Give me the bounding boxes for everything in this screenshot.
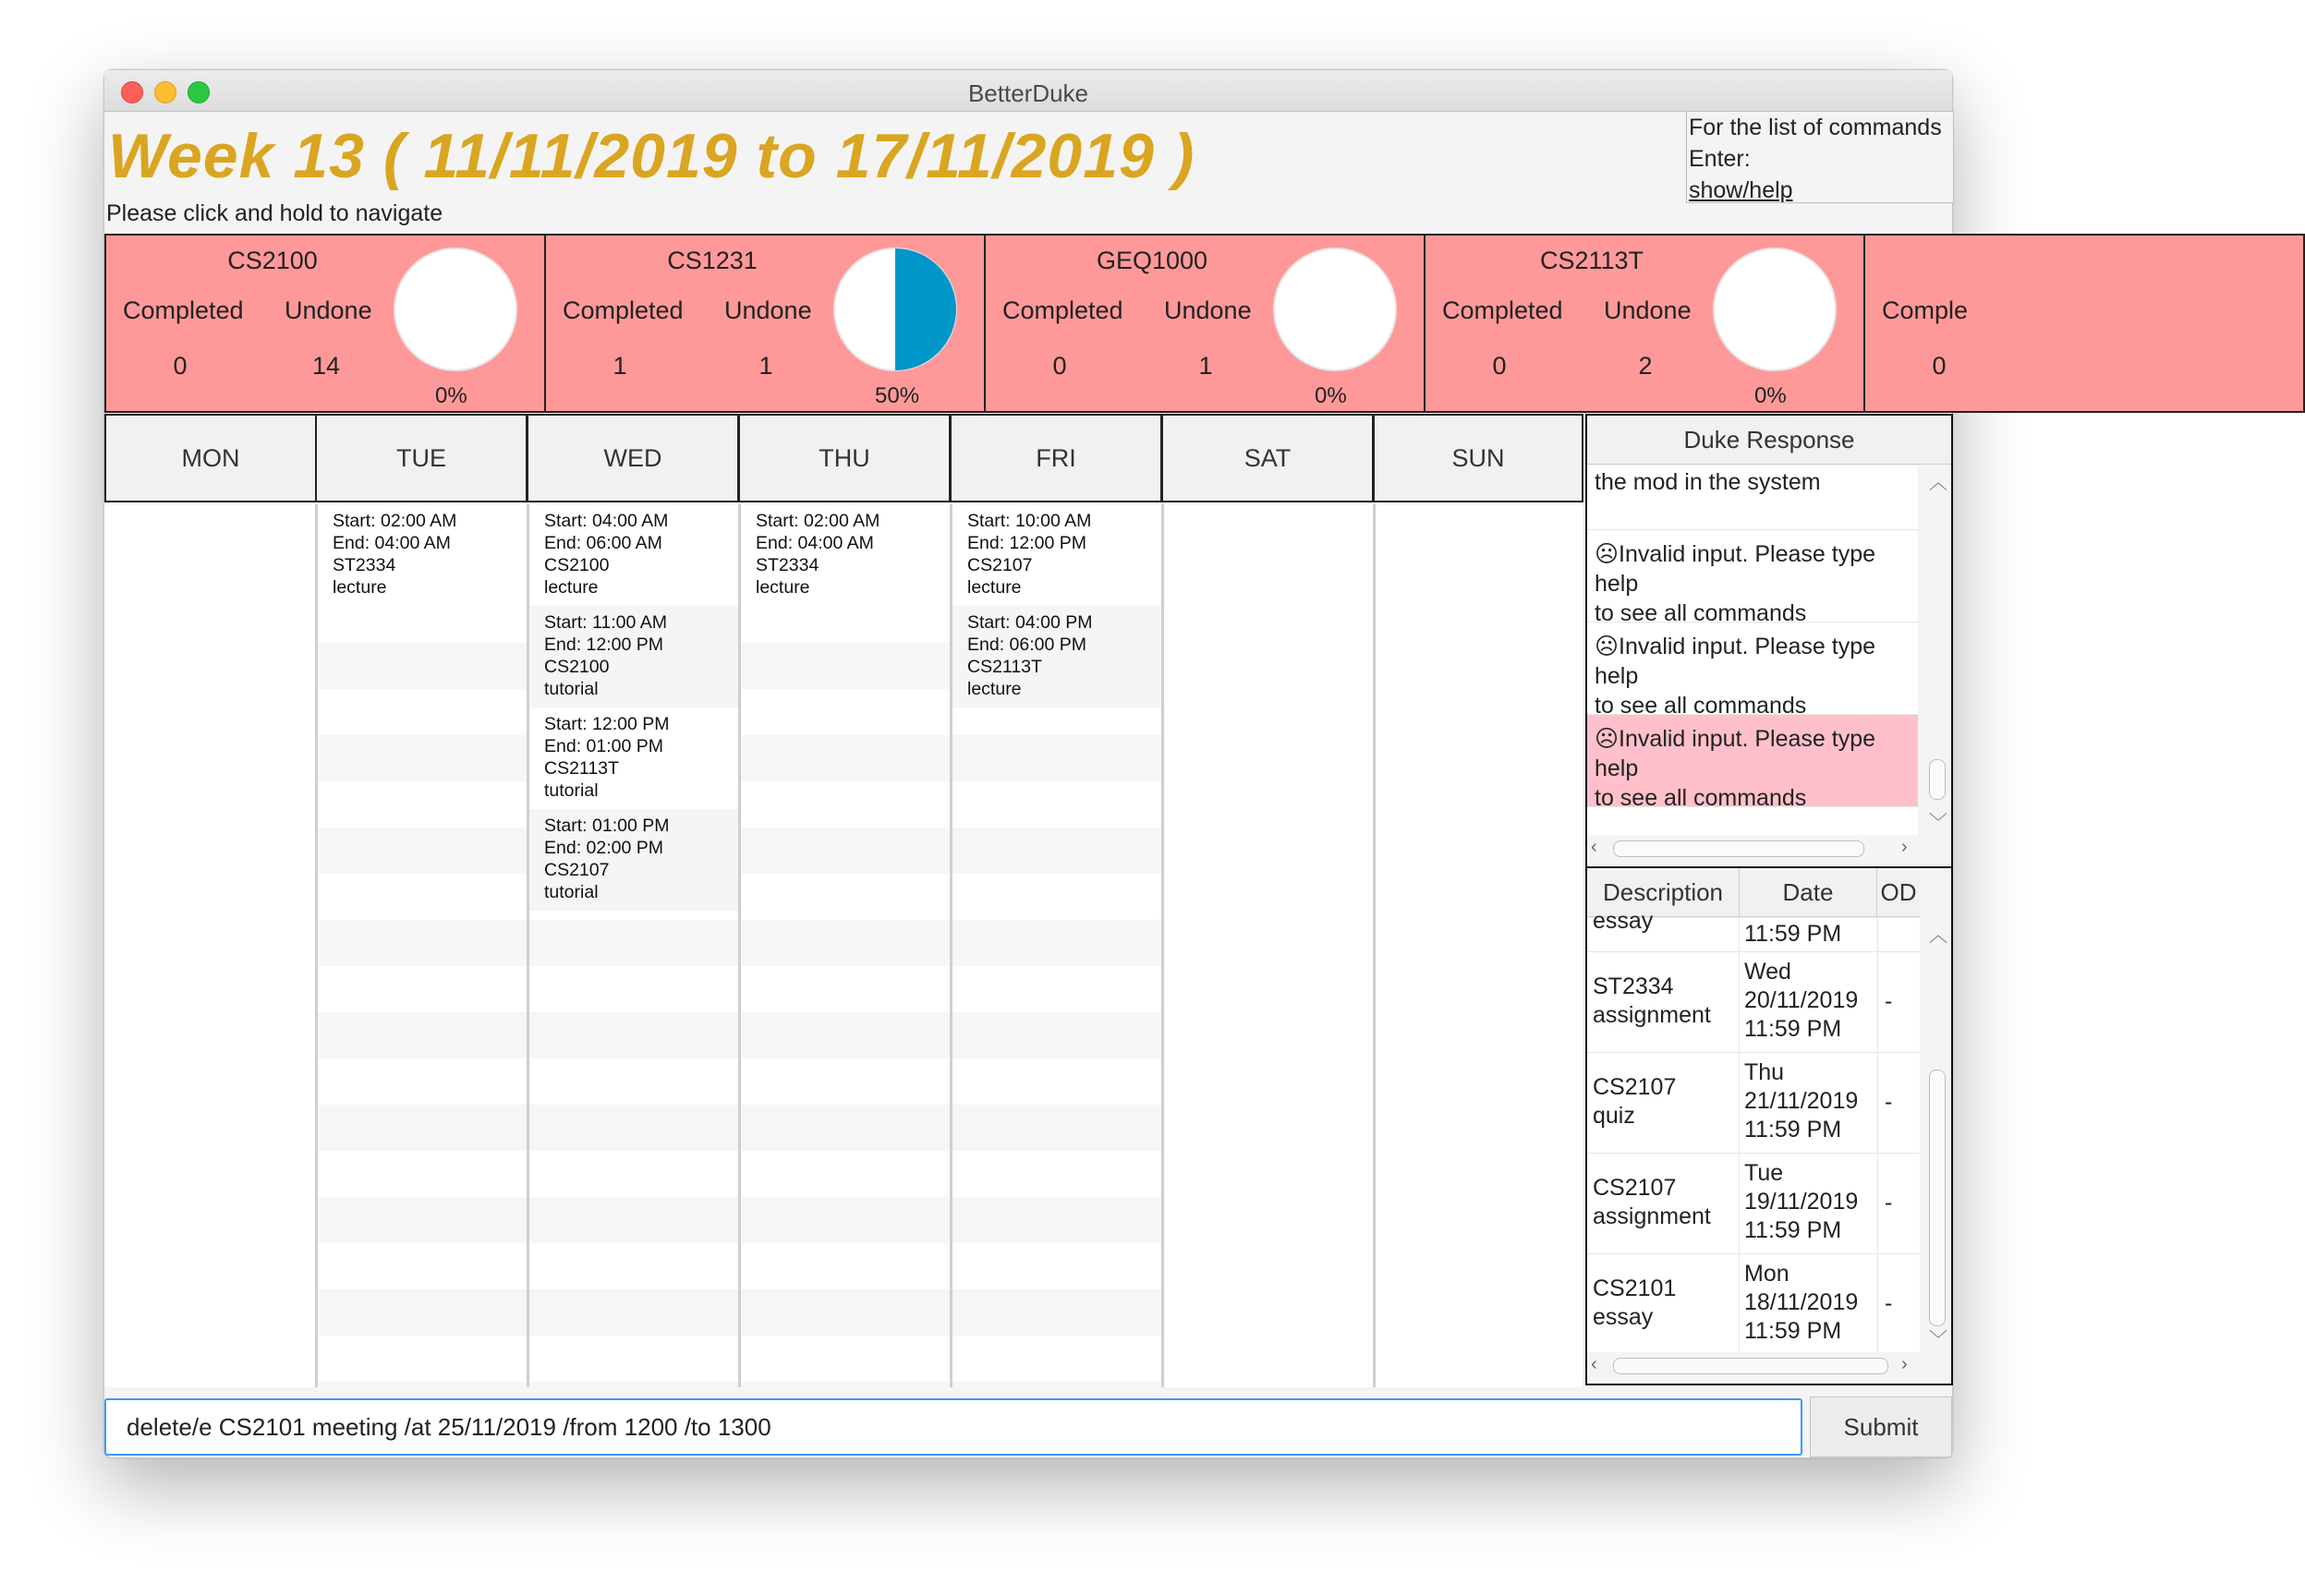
event-start: Start: 02:00 AM [756,511,880,531]
column-header-description[interactable]: Description [1587,868,1740,916]
module-code: GEQ1000 [1096,247,1208,274]
event-module: CS2107 [967,555,1033,575]
duke-response-title: Duke Response [1587,416,1951,465]
grid-row [952,966,1164,1012]
day-header-fri: FRI [950,414,1162,502]
response-vertical-scrollbar[interactable] [1923,466,1951,835]
cell-divider [1739,1053,1740,1153]
grid-row [952,1243,1164,1289]
chevron-left-icon[interactable]: ‹ [1591,1354,1597,1374]
progress-pie-chart [831,245,960,374]
completed-label: Completed [123,296,244,324]
chevron-down-icon[interactable]: ﹀ [1929,813,1947,833]
grid-row [952,1105,1164,1151]
help-box [1686,111,1954,203]
response-line-1: ☹Invalid input. Please type help [1595,726,1876,781]
grid-row [318,1058,529,1105]
row-overdue: - [1885,988,1893,1014]
navigation-hint: Please click and hold to navigate [106,200,443,226]
chevron-down-icon[interactable]: ﹀ [1929,1330,1947,1350]
grid-row [529,1336,741,1382]
pie-background [1274,248,1396,370]
grid-row [318,1289,529,1336]
event-card[interactable] [529,707,741,809]
grid-row [318,1151,529,1197]
help-line-2: Enter: [1689,146,1751,172]
progress-pie-chart [1710,245,1839,374]
date-value: 20/11/2019 [1744,987,1859,1013]
event-start: Start: 04:00 PM [967,612,1093,633]
grid-row [318,1336,529,1382]
response-list[interactable] [1587,466,1918,835]
help-command-link[interactable]: show/help [1689,177,1793,203]
row-overdue: - [1885,1089,1893,1115]
description-line: assignment [1593,1203,1711,1229]
response-line-2: to see all commands [1595,785,1807,811]
grid-row [529,1243,741,1289]
pie-background [1714,248,1836,370]
row-description [1593,1073,1739,1130]
grid-row [318,1105,529,1151]
grid-row [952,1336,1164,1382]
description-line: essay [1593,1304,1654,1330]
grid-row [952,735,1164,781]
event-type: lecture [967,679,1022,699]
event-end: End: 02:00 PM [544,838,663,858]
grid-row [741,1105,952,1151]
chevron-up-icon[interactable]: ︿ [1929,925,1947,946]
module-card[interactable] [984,234,1425,413]
grid-row [529,1105,741,1151]
grid-row [318,1197,529,1243]
percent-label: 0% [1315,383,1347,408]
event-module: CS2113T [544,758,619,779]
grid-row [952,781,1164,828]
percent-label: 0% [435,383,467,408]
day-column-fri [950,504,1164,1387]
progress-pie-chart [1270,245,1400,374]
grid-row [318,781,529,828]
grid-row [952,1058,1164,1105]
row-date [1744,1058,1864,1144]
event-module: CS2107 [544,860,610,880]
event-type: lecture [544,577,599,598]
grid-row [741,1058,952,1105]
completed-label: Comple [1882,296,1969,324]
grid-row [741,1289,952,1336]
date-time: 11:59 PM [1744,1217,1842,1243]
event-end: End: 04:00 AM [333,533,451,553]
chevron-right-icon[interactable]: › [1901,1354,1908,1374]
percent-label: 50% [875,383,920,408]
row-overdue: - [1885,1190,1893,1215]
event-end: End: 01:00 PM [544,736,663,756]
response-item[interactable] [1587,530,1918,626]
day-header-tue: TUE [315,414,528,502]
event-card[interactable] [952,504,1164,606]
event-type: lecture [756,577,810,598]
row-stripes [741,504,952,1428]
chevron-left-icon[interactable]: ‹ [1591,837,1597,857]
cell-divider [1877,1154,1878,1253]
event-card[interactable] [529,504,741,606]
day-column-mon [104,504,315,1387]
grid-row [952,1151,1164,1197]
cell-divider [1877,1053,1878,1153]
completed-count: 0 [173,352,188,380]
event-end: End: 12:00 PM [967,533,1086,553]
completed-count: 0 [1492,352,1507,380]
grid-row [952,874,1164,920]
deadline-table [1585,866,1953,1385]
pie-slice-completed [895,248,956,370]
undone-count: 1 [1198,352,1213,380]
percent-label: 0% [1754,383,1787,408]
date-value: 19/11/2019 [1744,1189,1859,1215]
event-start: Start: 12:00 PM [544,714,670,734]
cell-divider [1877,952,1878,1052]
event-start: Start: 10:00 AM [967,511,1092,531]
scroll-thumb[interactable] [1929,1070,1946,1326]
description-line: assignment [1593,1002,1711,1028]
response-item[interactable] [1587,623,1918,719]
completed-count: 0 [1052,352,1067,380]
grid-row [741,1012,952,1058]
date-value: 21/11/2019 [1744,1088,1859,1114]
grid-row [318,966,529,1012]
duke-response-panel [1585,414,1953,868]
row-description: essay [1593,908,1654,934]
day-column-thu [738,504,952,1387]
response-line-1: ☹Invalid input. Please type help [1595,541,1876,597]
event-type: lecture [967,577,1022,598]
grid-row [741,920,952,966]
grid-row [952,920,1164,966]
calendar-grid[interactable] [104,504,1583,1387]
date-day: Tue [1744,1160,1784,1186]
grid-row [318,735,529,781]
date-time: 11:59 PM [1744,1318,1842,1344]
table-row[interactable] [1587,952,1920,1053]
table-horizontal-scrollbar[interactable] [1587,1352,1947,1380]
grid-row [741,689,952,735]
scroll-thumb[interactable] [1613,840,1864,857]
day-column-wed [527,504,741,1387]
undone-label: Undone [1164,296,1252,324]
module-card[interactable] [1863,234,2305,413]
day-header-sat: SAT [1161,414,1374,502]
day-header-wed: WED [527,414,739,502]
event-type: tutorial [544,780,599,801]
date-time: 11:59 PM [1744,1016,1842,1042]
cell-divider [1739,1254,1740,1354]
column-header-date[interactable]: Date [1740,868,1877,916]
response-item[interactable] [1587,466,1918,530]
undone-count: 1 [758,352,773,380]
grid-row [952,1197,1164,1243]
event-card[interactable] [529,809,741,911]
completed-count: 1 [613,352,627,380]
row-date [1744,1159,1864,1245]
event-module: ST2334 [756,555,819,575]
cell-divider [1877,1254,1878,1354]
grid-row [741,781,952,828]
event-start: Start: 04:00 AM [544,511,669,531]
grid-row [741,643,952,689]
row-overdue: - [1885,1290,1893,1316]
module-progress-bar[interactable] [104,234,1969,413]
row-date [1744,1260,1864,1346]
description-line: CS2107 [1593,1175,1677,1201]
app-window [103,69,1969,1458]
event-end: End: 12:00 PM [544,635,663,655]
event-module: ST2334 [333,555,396,575]
grid-row [318,643,529,689]
undone-label: Undone [1604,296,1692,324]
day-column-sun [1373,504,1585,1387]
response-line-1: ☹Invalid input. Please type help [1595,634,1876,689]
module-card[interactable] [104,234,546,413]
day-header-thu: THU [738,414,951,502]
event-end: End: 04:00 AM [756,533,874,553]
row-date: 11:59 PM [1744,921,1842,947]
date-day: Wed [1744,959,1791,985]
grid-row [741,1197,952,1243]
grid-row [741,828,952,874]
table-vertical-scrollbar[interactable] [1923,918,1951,1352]
grid-row [318,689,529,735]
undone-count: 2 [1638,352,1653,380]
table-body[interactable] [1587,908,1920,1352]
event-start: Start: 02:00 AM [333,511,457,531]
event-module: CS2100 [544,555,610,575]
event-end: End: 06:00 AM [544,533,662,553]
event-start: Start: 11:00 AM [544,612,667,633]
grid-row [952,1012,1164,1058]
response-line-2: to see all commands [1595,600,1807,626]
grid-row [529,1151,741,1197]
row-stripes [318,504,529,1428]
completed-label: Completed [1442,296,1563,324]
grid-row [318,1012,529,1058]
scroll-thumb[interactable] [1613,1358,1888,1374]
event-start: Start: 01:00 PM [544,816,670,836]
event-module: CS2113T [967,657,1042,677]
day-header-mon: MON [104,414,317,502]
undone-label: Undone [724,296,812,324]
pie-background [394,248,516,370]
title-bar [104,70,1952,112]
module-card[interactable] [1424,234,1865,413]
event-module: CS2100 [544,657,610,677]
response-line-2: the mod in the system [1595,469,1821,495]
grid-row [318,874,529,920]
row-description [1593,973,1739,1030]
grid-row [318,1243,529,1289]
command-input[interactable]: delete/e CS2101 meeting /at 25/11/2019 /from 1200 /to 1300 [104,1398,1802,1456]
grid-row [529,1058,741,1105]
grid-row [741,1243,952,1289]
grid-row [741,966,952,1012]
event-card[interactable] [952,606,1164,707]
day-header-sun: SUN [1373,414,1583,502]
module-code: CS2113T [1539,247,1644,274]
help-line-1: For the list of commands [1689,115,1942,140]
module-code: CS1231 [667,247,758,274]
module-card[interactable] [544,234,986,413]
day-column-tue [315,504,529,1387]
day-column-sat [1161,504,1376,1387]
grid-row [952,1289,1164,1336]
grid-row [529,1012,741,1058]
module-code: CS2100 [227,247,318,274]
grid-row [952,828,1164,874]
row-description [1593,1174,1739,1231]
undone-label: Undone [285,296,372,324]
grid-row [741,1336,952,1382]
description-line: ST2334 [1593,973,1674,999]
week-title: Week 13 ( 11/11/2019 to 17/11/2019 ) [108,121,1195,191]
grid-row [741,1151,952,1197]
grid-row [741,874,952,920]
grid-row [529,966,741,1012]
chevron-up-icon[interactable]: ︿ [1929,473,1947,493]
event-card[interactable] [529,606,741,707]
undone-count: 14 [311,352,341,380]
table-row[interactable] [1587,1254,1920,1355]
day-headers [104,414,1583,502]
completed-count: 0 [1932,352,1947,380]
date-day: Mon [1744,1261,1789,1287]
grid-row [529,1289,741,1336]
description-line: CS2101 [1593,1276,1677,1301]
column-header-od[interactable]: OD [1880,878,1917,906]
date-value: 18/11/2019 [1744,1289,1859,1315]
submit-button[interactable]: Submit [1810,1396,1952,1457]
response-item-selected[interactable] [1587,715,1918,811]
response-line-2: to see all commands [1595,693,1807,719]
event-card[interactable] [741,504,952,606]
grid-row [318,828,529,874]
event-card[interactable] [318,504,529,606]
window-title: BetterDuke [967,79,1089,107]
event-type: tutorial [544,882,599,902]
table-row[interactable] [1587,1154,1920,1254]
completed-label: Completed [1002,296,1123,324]
table-row[interactable] [1587,908,1920,952]
grid-row [741,735,952,781]
description-line: CS2107 [1593,1074,1677,1100]
event-type: tutorial [544,679,599,699]
event-end: End: 06:00 PM [967,635,1086,655]
row-date [1744,958,1864,1044]
date-time: 11:59 PM [1744,1117,1842,1143]
cell-divider [1739,918,1740,951]
grid-row [529,1197,741,1243]
chevron-right-icon[interactable]: › [1901,837,1908,857]
date-day: Thu [1744,1059,1785,1085]
description-line: quiz [1593,1103,1635,1129]
grid-row [318,920,529,966]
event-type: lecture [333,577,387,598]
scroll-thumb[interactable] [1929,759,1946,800]
progress-pie-chart [391,245,520,374]
row-description [1593,1275,1739,1332]
completed-label: Completed [563,296,684,324]
response-horizontal-scrollbar[interactable] [1587,835,1947,863]
table-row[interactable] [1587,1053,1920,1154]
cell-divider [1877,918,1878,951]
cell-divider [1739,952,1740,1052]
grid-row [529,920,741,966]
cell-divider [1739,1154,1740,1253]
